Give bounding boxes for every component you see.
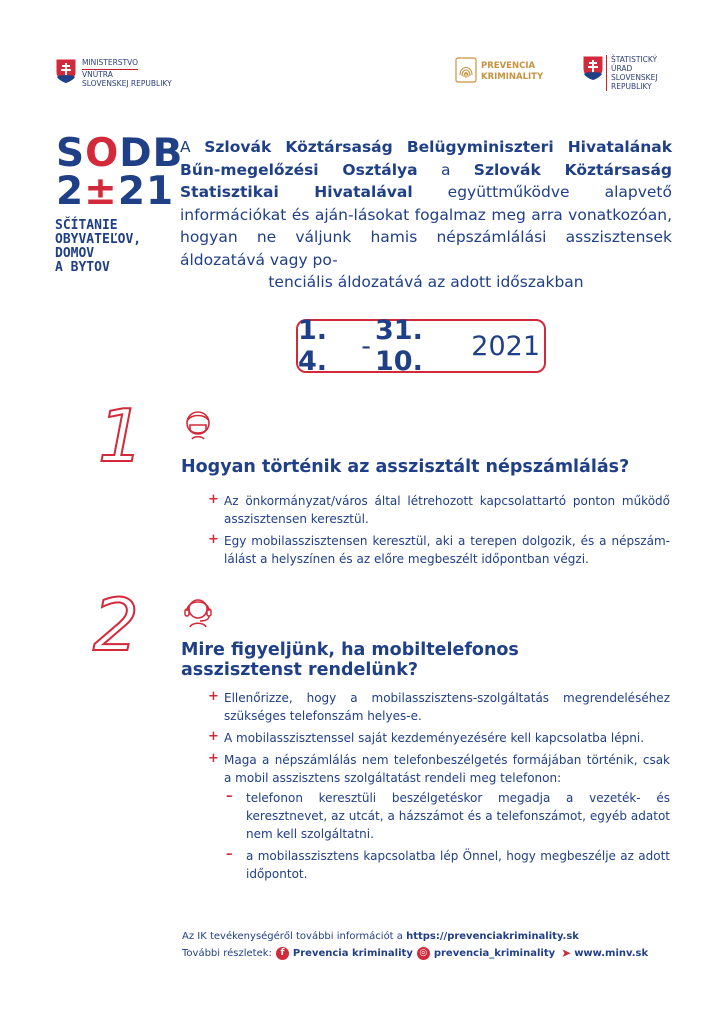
cursor-icon: ➤ (561, 946, 572, 960)
list-item: + Ellenőrizze, hogy a mobilasszisztens-szolgáltatás megrendeléséhez szükséges telefonszám helyes-e. (208, 689, 670, 723)
sodb-logo: SODB (56, 131, 184, 176)
masked-person-icon (181, 408, 215, 442)
plus-bullet-icon: + (208, 532, 219, 547)
prevention-logo-text: PREVENCIA KRIMINALITY (481, 61, 544, 82)
footer-social-line: További részletek: f Prevencia kriminality ◎ prevencia_kriminality ➤ www.minv.sk (182, 946, 649, 960)
section-1-title: Hogyan történik az asszisztált népszámlálás? (181, 457, 630, 477)
statistics-office-logo-text: ŠTATISTICKÝ ÚRAD SLOVENSKEJ REPUBLIKY (606, 55, 658, 91)
census-subtitle: SČÍTANIE OBYVATEĽOV, DOMOV A BYTOV (55, 218, 142, 275)
slovak-crest-icon (582, 55, 604, 81)
list-item: + Egy mobilasszisztensen keresztül, aki a terepen dolgozik, és a népszám-lálást a helyszínen és az előre megbeszélt időpontban végzi. (208, 532, 670, 566)
headset-person-icon (181, 595, 215, 629)
intro-paragraph: A Szlovák Köztársaság Belügyminiszteri Hivatalának Bűn-megelőzési Osztálya a Szlovák Köztársaság Statisztikai Hivatalával együttműködve alapvető információkat és aján-lásokat fogalmaz meg arra vonatkozóan, hogyan ne váljunk hamis népszámlálási asszisztensek áldozatává vagy po- tenciális áldozatává az adott időszakban (180, 138, 673, 291)
facebook-icon: f (276, 947, 289, 960)
plus-bullet-icon: + (208, 729, 219, 744)
dash-bullet-icon: – (226, 789, 233, 804)
plus-bullet-icon: + (208, 689, 219, 704)
sub-list-item: – a mobilasszisztens kapcsolatba lép Önnel, hogy megbeszélje az adott időpontot. (226, 847, 670, 881)
facebook-link[interactable]: Prevencia kriminality (292, 947, 413, 959)
website-link[interactable]: https://prevenciakriminality.sk (406, 931, 579, 942)
list-item: + A mobilasszisztenssel saját kezdeményezésére kell kapcsolatba lépni. (208, 729, 645, 745)
section-2-list (196, 689, 670, 887)
section-number-1: 1 (98, 394, 144, 478)
section-2-title: Mire figyeljünk, ha mobiltelefonos asszisztenst rendelünk? (181, 640, 519, 680)
section-number-2: 2 (93, 583, 139, 667)
instagram-icon: ◎ (417, 947, 430, 960)
instagram-link[interactable]: prevencia_kriminality (433, 947, 556, 959)
plus-bullet-icon: + (208, 492, 219, 507)
date-range-box: 1. 4. - 31. 10. 2021 (296, 319, 546, 373)
dash-bullet-icon: – (226, 847, 233, 862)
list-item: + Maga a népszámlálás nem telefonbeszélgetés formájában történik, csak a mobil asszisztens szolgáltatást rendeli meg telefonon: – telefonon keresztüli beszélgetéskor megadja a vezeték- és keresztnevet, az utcát, a házszámot és a telefonszámot, egyéb adatot nem kell szolgáltatni. – a mobilasszisztens kapcsolatba lép Önnel, hogy megbeszélje az adott időpontot. (208, 751, 670, 881)
ministry-logo-text: MINISTERSTVO VNÚTRA SLOVENSKEJ REPUBLIKY (82, 58, 172, 88)
fingerprint-icon (455, 57, 477, 83)
list-item: + Az önkormányzat/város által létrehozott kapcsolattartó ponton működő asszisztensen keresztül. (208, 492, 670, 526)
slovak-crest-icon (55, 58, 77, 84)
plus-bullet-icon: + (208, 751, 219, 766)
section-1-list (196, 492, 670, 572)
sub-list-item: – telefonon keresztüli beszélgetéskor megadja a vezeték- és keresztnevet, az utcát, a házszámot és a telefonszámot, egyéb adatot nem kell szolgáltatni. (226, 789, 670, 841)
sub-list (224, 789, 670, 883)
footer-info-line: Az IK tevékenységéről további információt a https://prevenciakriminality.sk (182, 931, 579, 942)
minv-website-link[interactable]: www.minv.sk (574, 947, 649, 959)
sodb-year-logo: 2±21 (56, 169, 175, 214)
